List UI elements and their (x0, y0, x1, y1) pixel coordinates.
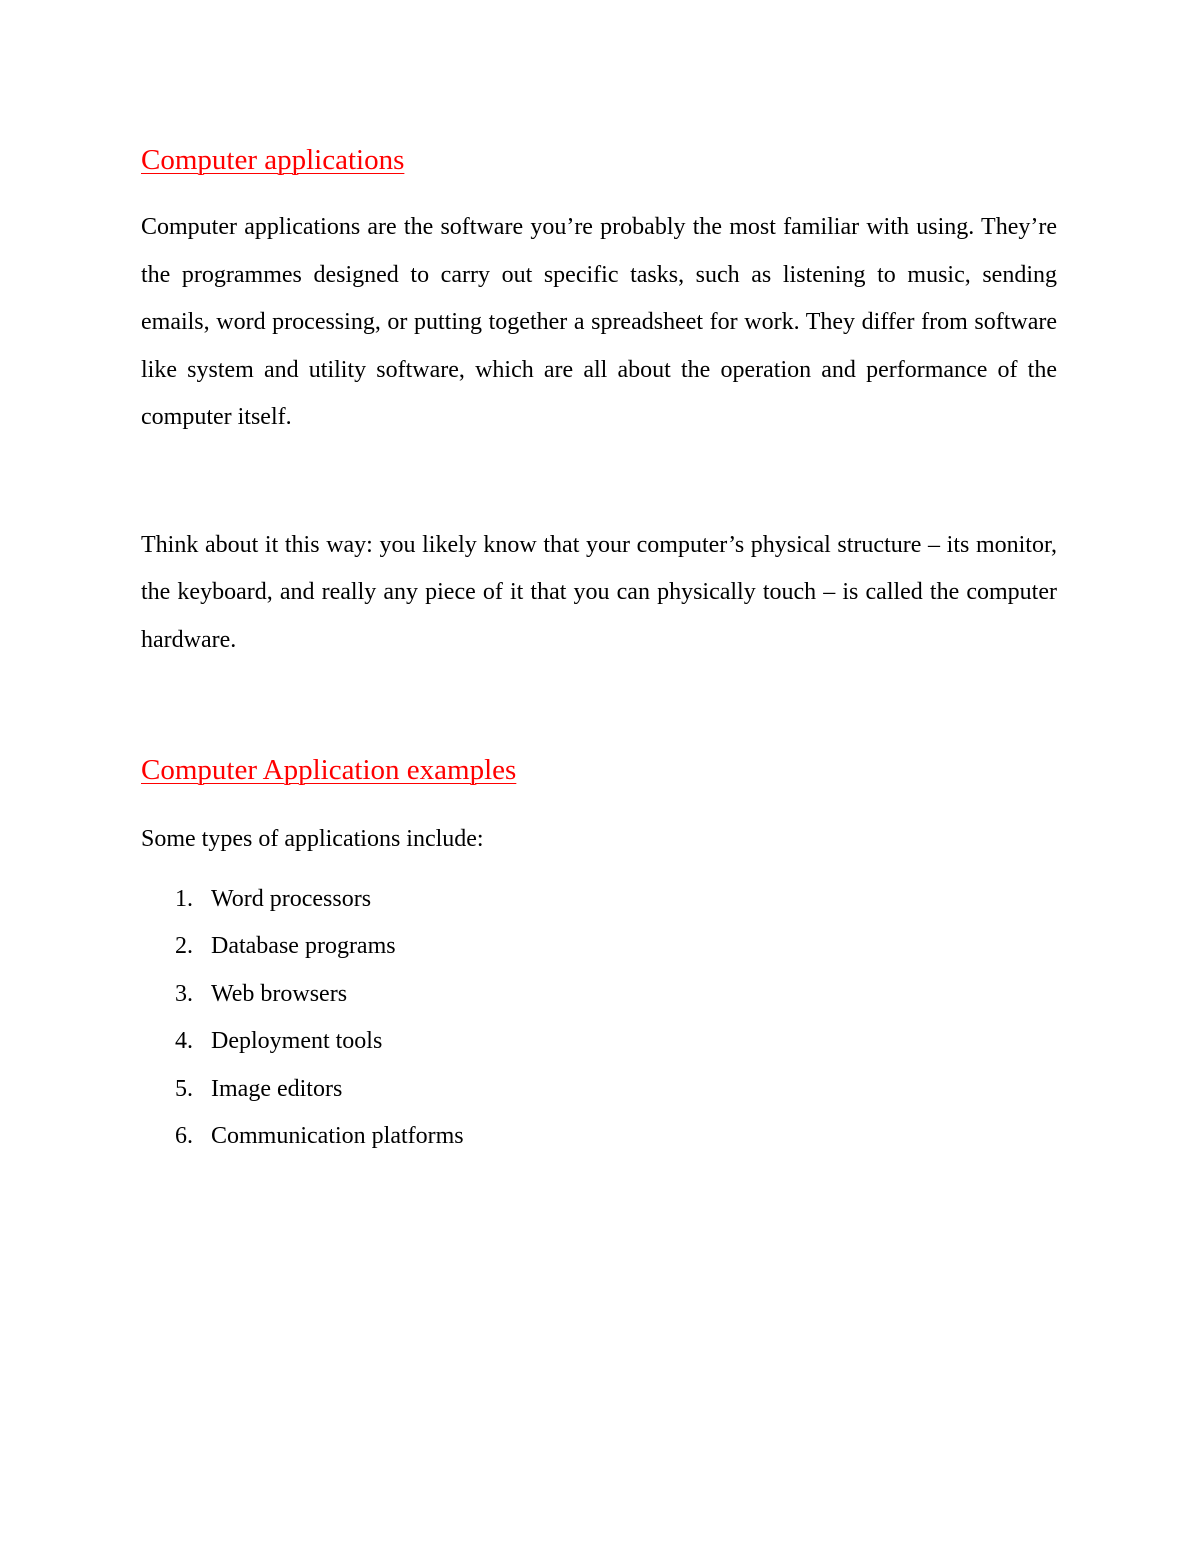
list-item-label: Word processors (211, 885, 372, 912)
list-item-number: 5. (175, 1075, 193, 1102)
application-types-list (141, 876, 1057, 1161)
paragraph-definition: Computer applications are the software you’re probably the most familiar with using. They’re the programmes designed to carry out specific tasks, such as listening to music, sending emails, word processing, or putting together a spreadsheet for work. They differ from software like system and utility software, which are all about the operation and performance of the computer itself. (141, 214, 1057, 430)
list-item (141, 971, 1057, 1019)
list-item-label: Communication platforms (211, 1123, 464, 1149)
section-heading-computer-applications: Computer applications (141, 144, 405, 176)
list-item-label: Web browsers (211, 980, 348, 1007)
section-heading-application-examples: Computer Application examples (141, 754, 517, 786)
list-item-label: Image editors (211, 1075, 343, 1102)
list-item (141, 1113, 1057, 1161)
list-item (141, 1066, 1057, 1114)
list-item (141, 876, 1057, 924)
list-item (141, 923, 1057, 971)
list-item-number: 2. (175, 933, 193, 959)
list-intro: Some types of applications include: (141, 826, 484, 852)
document-content (141, 140, 1057, 1161)
list-item-number: 1. (175, 885, 193, 912)
list-item (141, 1018, 1057, 1066)
list-item-label: Database programs (211, 933, 396, 959)
list-item-number: 3. (175, 980, 193, 1007)
list-item-number: 6. (175, 1123, 193, 1149)
list-item-number: 4. (175, 1028, 193, 1054)
paragraph-hardware-analogy: Think about it this way: you likely know that your computer’s physical structure – its monitor, the keyboard, and really any piece of it that you can physically touch – is called the computer hardware. (141, 531, 1057, 653)
list-item-label: Deployment tools (211, 1028, 383, 1054)
